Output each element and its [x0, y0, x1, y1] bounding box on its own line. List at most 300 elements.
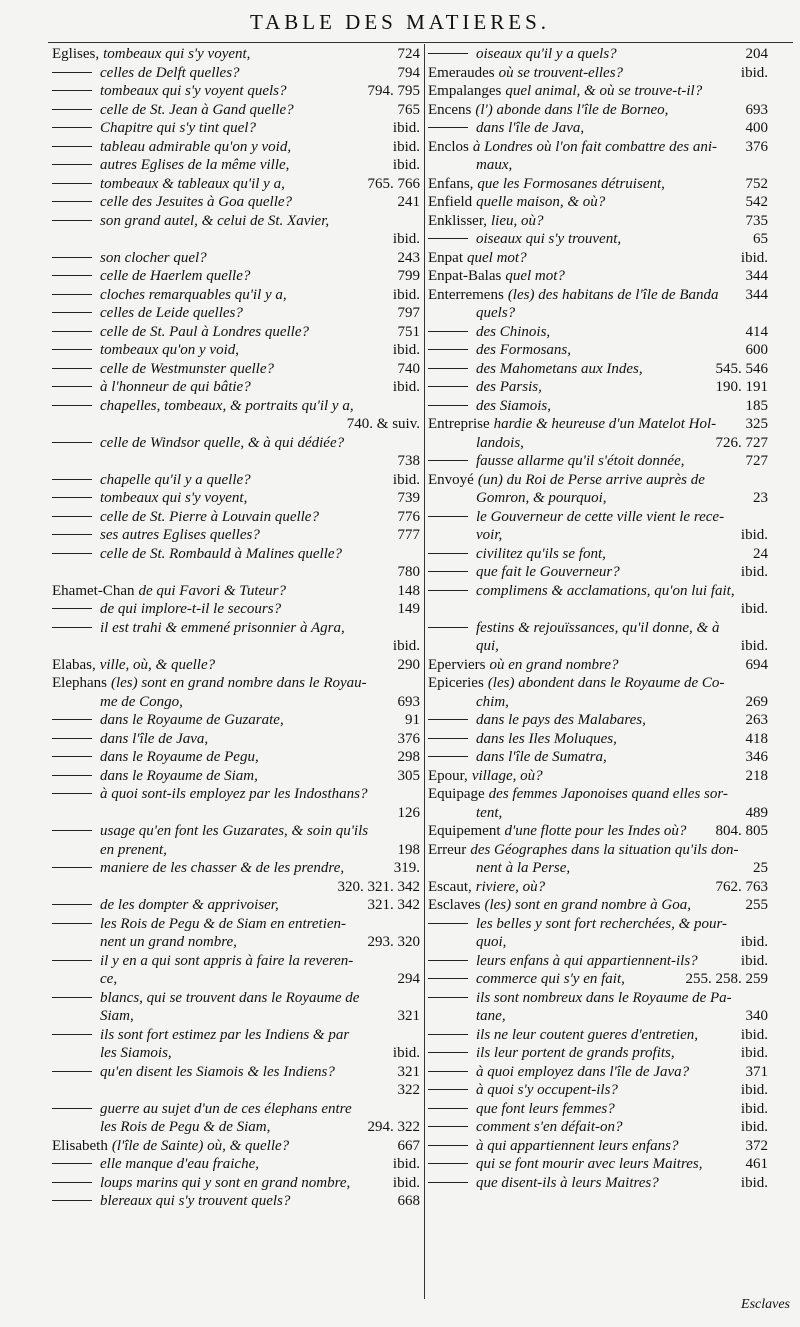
ditto-dash — [52, 294, 92, 295]
ditto-dash — [52, 201, 92, 202]
page-reference: 765. 766 — [367, 175, 420, 192]
ditto-dash — [52, 608, 92, 609]
ditto-dash — [52, 904, 92, 905]
continuation-page-reference: 23 — [753, 490, 768, 506]
page-reference: 298 — [397, 749, 420, 765]
page-reference: ibid. — [740, 64, 768, 81]
index-entry — [428, 545, 768, 564]
ditto-dash — [428, 738, 468, 739]
index-entry — [428, 1026, 768, 1045]
index-entry — [52, 193, 420, 212]
continuation-page-reference: ibid. — [740, 527, 768, 543]
continuation-page-reference: 294. 322 — [367, 1119, 420, 1135]
entry-description: des Chinois, — [476, 323, 551, 340]
entry-description: que les Formosanes détruisent, — [477, 175, 665, 192]
index-entry — [52, 1192, 420, 1211]
ditto-dash — [428, 386, 468, 387]
entry-description: quel mot? — [467, 249, 527, 266]
continuation-text: en prenent, — [100, 841, 167, 858]
index-entry — [52, 785, 420, 804]
entry-description: que fait le Gouverneur? — [476, 564, 620, 580]
entry-continuation — [428, 859, 768, 878]
page-reference: 545. 546 — [715, 360, 768, 377]
index-entry — [428, 175, 768, 194]
continuation-page-reference: ibid. — [392, 231, 420, 247]
ditto-dash — [428, 368, 468, 369]
entry-continuation — [428, 526, 768, 545]
continuation-text: Siam, — [100, 1008, 134, 1024]
index-entry — [428, 193, 768, 212]
entry-description: ils sont fort estimez par les Indiens & par — [100, 1026, 350, 1043]
ditto-dash — [428, 1145, 468, 1146]
entry-headword: Encens — [428, 101, 472, 118]
index-entry — [52, 267, 420, 286]
page-reference: ibid. — [740, 1174, 768, 1191]
page-reference: 799 — [397, 268, 420, 284]
entry-description: hardie & heureuse d'un Matelot Hol- — [493, 416, 717, 432]
entry-description: (l') abonde dans l'île de Borneo, — [475, 101, 669, 118]
ditto-dash — [52, 775, 92, 776]
page-reference: 255. 258. 259 — [685, 971, 768, 987]
page-reference: 542 — [745, 194, 768, 210]
entry-headword: Enfans, — [428, 175, 474, 192]
page-reference: 91 — [405, 712, 420, 728]
entry-description: il y en a qui sont appris à faire la reveren- — [100, 952, 354, 969]
continuation-page-reference: 740. & suiv. — [346, 416, 420, 432]
page-reference: 255 — [745, 897, 768, 913]
entry-headword: Enterremens — [428, 286, 504, 303]
entry-description: celles de Leide quelles? — [100, 305, 243, 321]
page-reference: ibid. — [740, 1100, 768, 1117]
page-reference: 461 — [745, 1156, 768, 1172]
page-reference: 185 — [745, 397, 768, 414]
index-entry — [428, 138, 768, 157]
entry-description: (les) des habitans de l'île de Banda — [507, 286, 719, 303]
continuation-page-reference: 321 — [397, 1008, 420, 1024]
entry-description: que font leurs femmes? — [476, 1100, 615, 1117]
ditto-dash — [52, 534, 92, 535]
ditto-dash — [428, 997, 468, 998]
entry-description: qu'en disent les Siamois & les Indiens? — [100, 1063, 335, 1080]
page-reference: 752 — [745, 175, 768, 192]
entry-headword: Equipement — [428, 823, 501, 839]
entry-description: il est trahi & emmené prisonnier à Agra, — [100, 619, 345, 636]
entry-continuation — [428, 637, 768, 656]
ditto-dash — [52, 312, 92, 313]
entry-description: Chapitre qui s'y tint quel? — [100, 120, 256, 136]
index-entry — [428, 582, 768, 601]
page-reference: 190. 191 — [715, 379, 768, 395]
entry-description: à quoi employez dans l'île de Java? — [476, 1063, 690, 1080]
entry-description: quel animal, & où se trouve-t-il? — [505, 83, 703, 99]
entry-headword: Epiceries — [428, 675, 484, 691]
index-entry — [428, 785, 768, 804]
page-reference: ibid. — [740, 249, 768, 266]
index-entry — [52, 156, 420, 175]
index-entry — [428, 896, 768, 915]
entry-continuation — [52, 452, 420, 471]
index-entry — [428, 1063, 768, 1082]
entry-description: celle de St. Rombauld à Malines quelle? — [100, 545, 343, 562]
entry-continuation — [52, 637, 420, 656]
page-reference: 694 — [745, 656, 768, 673]
continuation-page-reference: 340 — [745, 1008, 768, 1024]
page-reference: 371 — [745, 1063, 768, 1080]
index-entry — [428, 267, 768, 286]
page-reference: 794. 795 — [367, 83, 420, 99]
entry-headword: Empalanges — [428, 83, 502, 99]
index-entry — [428, 360, 768, 379]
continuation-text: nent à la Perse, — [476, 860, 571, 876]
index-entry — [428, 212, 768, 231]
entry-headword: Entreprise — [428, 416, 490, 432]
ditto-dash — [428, 719, 468, 720]
entry-description: son grand autel, & celui de St. Xavier, — [100, 212, 330, 229]
entry-headword: Elisabeth — [52, 1137, 108, 1154]
page-reference: 204 — [745, 46, 768, 62]
continuation-page-reference: ibid. — [392, 1045, 420, 1061]
ditto-dash — [52, 738, 92, 739]
ditto-dash — [52, 183, 92, 184]
ditto-dash — [52, 830, 92, 831]
entry-continuation — [52, 1007, 420, 1026]
index-entry — [428, 822, 768, 841]
entry-description: celle de St. Paul à Londres quelle? — [100, 323, 309, 340]
continuation-text: quoi, — [476, 934, 507, 950]
entry-description: celles de Delft quelles? — [100, 64, 240, 81]
entry-description: lieu, où? — [490, 212, 544, 229]
entry-headword: Eperviers — [428, 656, 486, 673]
ditto-dash — [52, 627, 92, 628]
page-reference: ibid. — [392, 157, 420, 173]
entry-description: tableau admirable qu'on y void, — [100, 138, 292, 155]
continuation-page-reference: 726. 727 — [715, 434, 768, 451]
page-reference: ibid. — [392, 138, 420, 155]
index-entry — [428, 878, 768, 897]
page-reference: 263 — [745, 712, 768, 728]
index-entry — [52, 286, 420, 305]
entry-continuation — [52, 415, 420, 434]
ditto-dash — [52, 442, 92, 443]
page-reference: 319. — [393, 860, 420, 876]
continuation-text: chim, — [476, 693, 509, 710]
entry-description: dans l'île de Sumatra, — [476, 749, 607, 765]
index-entry — [428, 656, 768, 675]
ditto-dash — [52, 1108, 92, 1109]
page-reference: 321 — [397, 1063, 420, 1080]
entry-description: dans l'île de Java, — [476, 120, 585, 136]
page-reference: 325 — [745, 416, 768, 432]
index-entry — [428, 45, 768, 64]
index-entry — [52, 1155, 420, 1174]
left-column — [52, 45, 420, 1211]
ditto-dash — [428, 553, 468, 554]
page-reference: 668 — [397, 1193, 420, 1209]
index-entry — [428, 508, 768, 527]
entry-description: festins & rejouïssances, qu'il donne, & à — [476, 619, 720, 636]
column-divider — [424, 44, 425, 1299]
page-reference: 794 — [397, 64, 420, 81]
ditto-dash — [52, 331, 92, 332]
entry-continuation — [52, 970, 420, 989]
entry-description: celle de Haerlem quelle? — [100, 268, 251, 284]
entry-headword: Emeraudes — [428, 64, 495, 81]
ditto-dash — [52, 127, 92, 128]
index-entry — [52, 175, 420, 194]
entry-description: ses autres Eglises quelles? — [100, 527, 260, 543]
entry-headword: Equipage — [428, 786, 485, 802]
ditto-dash — [52, 553, 92, 554]
ditto-dash — [52, 405, 92, 406]
index-entry — [52, 656, 420, 675]
entry-continuation — [428, 434, 768, 453]
entry-description: qui se font mourir avec leurs Maitres, — [476, 1156, 703, 1172]
page-reference: 372 — [745, 1137, 768, 1154]
continuation-page-reference: 126 — [397, 804, 420, 821]
page-reference: 735 — [745, 212, 768, 229]
entry-description: celle de St. Jean à Gand quelle? — [100, 101, 294, 118]
entry-description: d'une flotte pour les Indes où? — [504, 823, 687, 839]
page-reference: 724 — [397, 46, 420, 62]
page-reference: 418 — [745, 730, 768, 747]
entry-headword: Elabas, — [52, 656, 96, 673]
ditto-dash — [52, 349, 92, 350]
index-entry — [428, 619, 768, 638]
continuation-page-reference: 293. 320 — [367, 934, 420, 950]
entry-continuation — [428, 933, 768, 952]
page-reference: 727 — [745, 453, 768, 469]
ditto-dash — [52, 220, 92, 221]
entry-description: village, où? — [471, 767, 543, 784]
continuation-page-reference: 320. 321. 342 — [337, 878, 420, 895]
page-reference: ibid. — [740, 1045, 768, 1061]
page-reference: 777 — [397, 527, 420, 543]
index-entry — [428, 471, 768, 490]
index-entry — [52, 767, 420, 786]
index-entry — [428, 730, 768, 749]
entry-continuation — [52, 230, 420, 249]
index-entry — [52, 1100, 420, 1119]
continuation-text: me de Congo, — [100, 693, 183, 710]
index-entry — [428, 323, 768, 342]
ditto-dash — [52, 90, 92, 91]
index-entry — [52, 45, 420, 64]
index-entry — [52, 471, 420, 490]
entry-description: des Parsis, — [476, 379, 542, 395]
page-reference: ibid. — [740, 1119, 768, 1135]
ditto-dash — [428, 960, 468, 961]
ditto-dash — [52, 275, 92, 276]
entry-headword: Enklisser, — [428, 212, 487, 229]
entry-description: (un) du Roi de Perse arrive auprès de — [477, 471, 705, 488]
entry-description: chapelles, tombeaux, & portraits qu'il y a, — [100, 397, 354, 414]
page-reference: ibid. — [392, 1156, 420, 1172]
continuation-page-reference: 198 — [397, 841, 420, 858]
ditto-dash — [52, 923, 92, 924]
index-entry — [428, 378, 768, 397]
page-reference: 305 — [397, 767, 420, 784]
entry-continuation — [428, 304, 768, 323]
page-reference: 804. 805 — [715, 823, 768, 839]
page-reference: 765 — [397, 101, 420, 118]
page-reference: 149 — [397, 601, 420, 617]
index-entry — [428, 748, 768, 767]
page-reference: 762. 763 — [715, 878, 768, 895]
page-reference: ibid. — [740, 564, 768, 580]
index-entry — [428, 415, 768, 434]
entry-headword: Enclos — [428, 138, 469, 155]
ditto-dash — [428, 1163, 468, 1164]
ditto-dash — [428, 571, 468, 572]
page-reference: 344 — [745, 268, 768, 284]
index-entry — [428, 341, 768, 360]
ditto-dash — [428, 238, 468, 239]
page-reference: ibid. — [740, 952, 768, 969]
index-entry — [52, 119, 420, 138]
entry-description: de qui Favori & Tuteur? — [138, 582, 286, 599]
page-reference: 218 — [745, 767, 768, 784]
entry-description: fausse allarme qu'il s'étoit donnée, — [476, 453, 685, 469]
page-reference: 24 — [753, 545, 768, 562]
ditto-dash — [428, 978, 468, 979]
entry-headword: Ehamet-Chan — [52, 582, 135, 599]
entry-description: son clocher quel? — [100, 249, 207, 266]
continuation-page-reference: ibid. — [740, 934, 768, 950]
ditto-dash — [52, 1163, 92, 1164]
page-reference: 414 — [745, 323, 768, 340]
entry-continuation — [52, 1118, 420, 1137]
index-entry — [52, 1174, 420, 1193]
index-entry — [52, 748, 420, 767]
index-entry — [52, 138, 420, 157]
index-entry — [52, 323, 420, 342]
entry-description: où se trouvent-elles? — [498, 64, 624, 81]
entry-description: chapelle qu'il y a quelle? — [100, 471, 251, 488]
page-reference: 600 — [745, 342, 768, 358]
entry-description: (les) sont en grand nombre dans le Royau- — [110, 675, 367, 691]
entry-continuation — [52, 693, 420, 712]
page-reference: 740 — [397, 360, 420, 377]
continuation-text: voir, — [476, 527, 503, 543]
entry-continuation — [52, 563, 420, 582]
page-reference: ibid. — [392, 1174, 420, 1191]
ditto-dash — [428, 1071, 468, 1072]
index-entry — [52, 989, 420, 1008]
index-entry — [52, 915, 420, 934]
entry-description: commerce qui s'y en fait, — [476, 971, 625, 987]
continuation-page-reference: 738 — [397, 453, 420, 469]
running-head: TABLE DES MATIERES. — [249, 10, 551, 34]
ditto-dash — [52, 72, 92, 73]
index-entry — [52, 619, 420, 638]
entry-description: le Gouverneur de cette ville vient le rece- — [476, 508, 725, 525]
entry-continuation — [428, 804, 768, 823]
ditto-dash — [428, 516, 468, 517]
index-entry — [428, 841, 768, 860]
index-entry — [428, 915, 768, 934]
ditto-dash — [428, 1034, 468, 1035]
entry-description: celle de St. Pierre à Louvain quelle? — [100, 508, 319, 525]
entry-description: comment s'en défait-on? — [476, 1119, 623, 1135]
ditto-dash — [428, 1182, 468, 1183]
index-entry — [52, 82, 420, 101]
page-reference: 376 — [745, 138, 768, 155]
index-entry — [428, 952, 768, 971]
entry-description: de les dompter & apprivoiser, — [100, 897, 279, 913]
entry-description: elle manque d'eau fraiche, — [100, 1156, 259, 1172]
index-entry — [52, 674, 420, 693]
ditto-dash — [428, 53, 468, 54]
page-reference: 693 — [745, 101, 768, 118]
index-entry — [52, 249, 420, 268]
entry-description: riviere, où? — [475, 878, 546, 895]
index-entry — [428, 119, 768, 138]
entry-description: à l'honneur de qui bâtie? — [100, 379, 251, 395]
entry-description: de qui implore-t-il le secours? — [100, 601, 282, 617]
ditto-dash — [428, 460, 468, 461]
index-entry — [52, 600, 420, 619]
catchword: Esclaves — [741, 1297, 790, 1312]
entry-description: ils leur portent de grands profits, — [476, 1045, 675, 1061]
entry-headword: Enpat — [428, 249, 463, 266]
ditto-dash — [428, 923, 468, 924]
entry-description: quel mot? — [505, 268, 565, 284]
entry-description: à qui appartiennent leurs enfans? — [476, 1137, 679, 1154]
continuation-text: les Siamois, — [100, 1045, 172, 1061]
continuation-text: ce, — [100, 971, 118, 987]
ditto-dash — [52, 497, 92, 498]
entry-description: blancs, qui se trouvent dans le Royaume de — [100, 989, 360, 1006]
index-entry — [428, 397, 768, 416]
ditto-dash — [52, 1034, 92, 1035]
ditto-dash — [52, 164, 92, 165]
index-entry — [52, 434, 420, 453]
continuation-page-reference: ibid. — [740, 601, 768, 617]
index-entry — [52, 1063, 420, 1082]
page-reference: 400 — [745, 120, 768, 136]
index-entry — [52, 545, 420, 564]
entry-description: cloches remarquables qu'il y a, — [100, 286, 287, 303]
continuation-text: les Rois de Pegu & de Siam, — [100, 1119, 271, 1135]
entry-description: leurs enfans à qui appartiennent-ils? — [476, 952, 698, 969]
entry-continuation — [52, 1044, 420, 1063]
index-entry — [52, 360, 420, 379]
index-entry — [428, 989, 768, 1008]
entry-continuation — [52, 841, 420, 860]
index-entry — [428, 563, 768, 582]
right-column — [428, 45, 768, 1192]
index-entry — [428, 286, 768, 305]
index-entry — [52, 859, 420, 878]
index-entry — [428, 230, 768, 249]
ditto-dash — [428, 127, 468, 128]
entry-headword: Elephans — [52, 675, 107, 691]
index-entry — [52, 711, 420, 730]
ditto-dash — [428, 405, 468, 406]
ditto-dash — [52, 719, 92, 720]
entry-headword: Erreur — [428, 841, 467, 858]
index-entry — [428, 674, 768, 693]
entry-headword: Esclaves — [428, 897, 481, 913]
ditto-dash — [52, 368, 92, 369]
entry-description: à quoi s'y occupent-ils? — [476, 1082, 618, 1098]
entry-continuation — [428, 693, 768, 712]
index-entry — [428, 1137, 768, 1156]
index-entry — [428, 1044, 768, 1063]
entry-description: oiseaux qu'il y a quels? — [476, 46, 617, 62]
index-entry — [52, 508, 420, 527]
continuation-page-reference: 780 — [397, 564, 420, 580]
